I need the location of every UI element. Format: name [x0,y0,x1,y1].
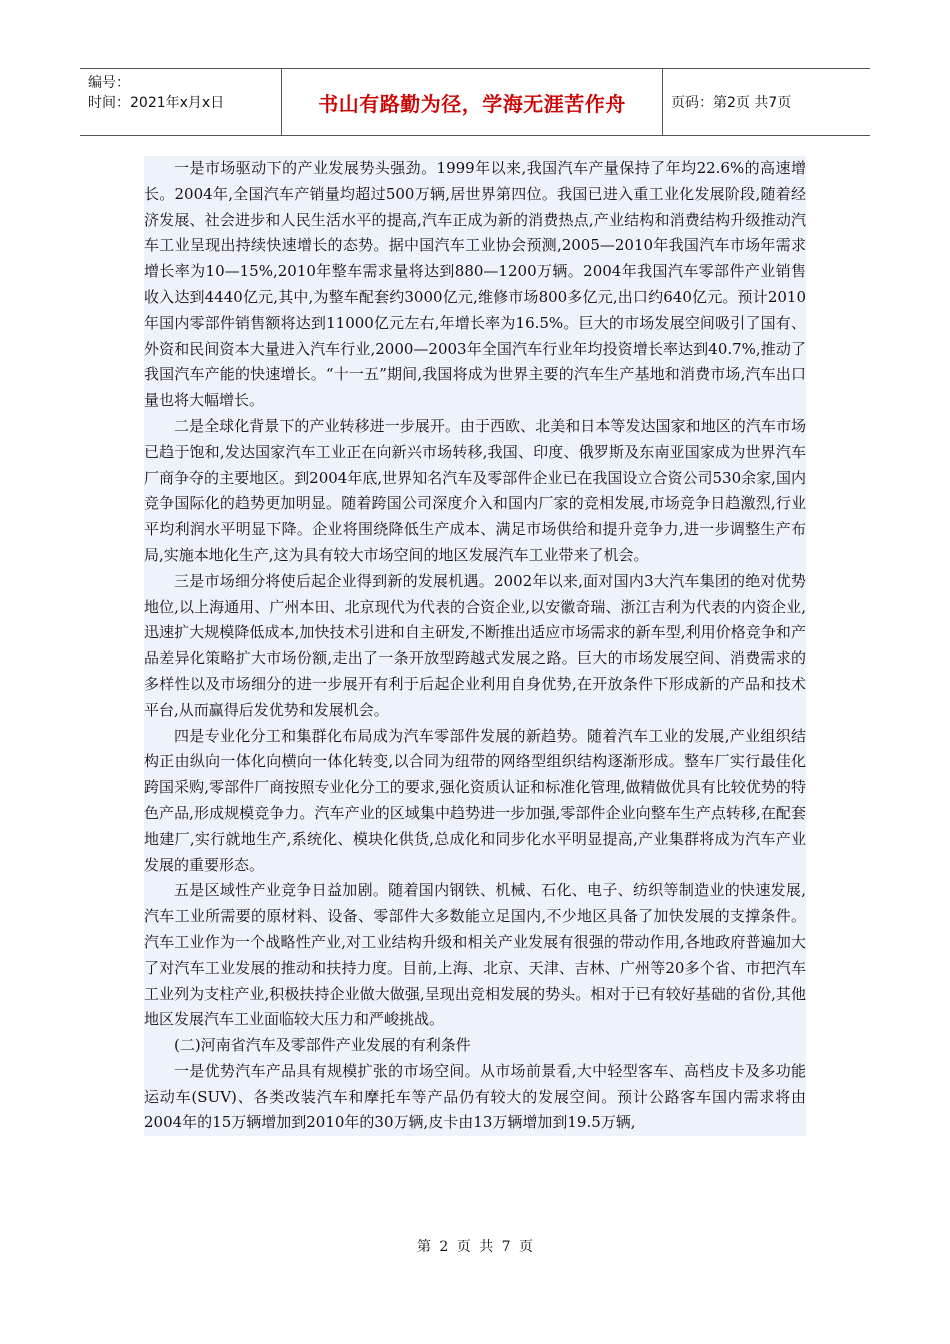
header-meta [80,69,282,135]
header-page-info: 页码：第2页 共7页 [671,95,792,111]
page-footer: 第 2 页 共 7 页 [416,1239,534,1255]
paragraph-4: 四是专业化分工和集群化布局成为汽车零部件发展的新趋势。随着汽车工业的发展,产业组织结构正由纵向一体化向横向一体化转变,以合同为纽带的网络型组织结构逐渐形成。整车厂实行最佳化跨国采购,零部件厂商按照专业化分工的要求,强化资质认证和标准化管理,做精做优具有比较优势的特色产品,形成规模竞争力。汽车产业的区域集中趋势进一步加强,零部件企业向整车生产点转移,在配套地建厂,实行就地生产,系统化、模块化供货,总成化和同步化水平明显提高,产业集群将成为汽车产业发展的重要形态。 [144,726,806,874]
paragraph-3: 三是市场细分将使后起企业得到新的发展机遇。2002年以来,面对国内3大汽车集团的绝对优势地位,以上海通用、广州本田、北京现代为代表的合资企业,以安徽奇瑞、浙江吉利为代表的内资企业,迅速扩大规模降低成本,加快技术引进和自主研发,不断推出适应市场需求的新车型,利用价格竞争和产品差异化策略扩大市场份额,走出了一条开放型跨越式发展之路。巨大的市场发展空间、消费需求的多样性以及市场细分的进一步展开有利于后起企业利用自身优势,在开放条件下形成新的产品和技术平台,从而赢得后发优势和发展机会。 [144,571,806,719]
paragraph-1: 一是市场驱动下的产业发展势头强劲。1999年以来,我国汽车产量保持了年均22.6%的高速增长。2004年,全国汽车产销量均超过500万辆,居世界第四位。我国已进入重工业化发展阶段,随着经济发展、社会进步和人民生活水平的提高,汽车正成为新的消费热点,产业结构和消费结构升级推动汽车工业呈现出持续快速增长的态势。据中国汽车工业协会预测,2005—2010年我国汽车市场年需求增长率为10—15%,2010年整车需求量将达到880—1200万辆。2004年我国汽车零部件产业销售收入达到4440亿元,其中,为整车配套约3000亿元,维修市场800多亿元,出口约640亿元。预计2010年国内零部件销售额将达到11000亿元左右,年增长率为16.5%。巨大的市场发展空间吸引了国有、外资和民间资本大量进入汽车行业,2000—2003年全国汽车行业年均投资增长率达到40.7%,推动了我国汽车产能的快速增长。“十一五”期间,我国将成为世界主要的汽车生产基地和消费市场,汽车出口量也将大幅增长。 [144,159,806,410]
number-label: 编号： [88,75,130,91]
section-heading: (二)河南省汽车及零部件产业发展的有利条件 [174,1036,471,1055]
paragraph-5: 五是区域性产业竞争日益加剧。随着国内钢铁、机械、石化、电子、纺织等制造业的快速发展,汽车工业所需要的原材料、设备、零部件大多数能立足国内,不少地区具备了加快发展的支撑条件。汽车工业作为一个战略性产业,对工业结构升级和相关产业发展有很强的带动作用,各地政府普遍加大了对汽车工业发展的推动和扶持力度。目前,上海、北京、天津、吉林、广州等20多个省、市把汽车工业列为支柱产业,积极扶持企业做大做强,呈现出竞相发展的势头。相对于已有较好基础的省份,其他地区发展汽车工业面临较大压力和严峻挑战。 [144,881,806,1029]
header-motto: 书山有路勤为径，学海无涯苦作舟 [282,69,663,135]
paragraph-6: 一是优势汽车产品具有规模扩张的市场空间。从市场前景看,大中轻型客车、高档皮卡及多功能运动车(SUV)、各类改装汽车和摩托车等产品仍有较大的发展空间。预计公路客车国内需求将由2004年的15万辆增加到2010年的30万辆,皮卡由13万辆增加到19.5万辆, [144,1061,806,1132]
paragraph-2: 二是全球化背景下的产业转移进一步展开。由于西欧、北美和日本等发达国家和地区的汽车市场已趋于饱和,发达国家汽车工业正在向新兴市场转移,我国、印度、俄罗斯及东南亚国家成为世界汽车厂商争夺的主要地区。到2004年底,世界知名汽车及零部件企业已在我国设立合资公司530余家,国内竞争国际化的趋势更加明显。随着跨国公司深度介入和国内厂家的竞相发展,市场竞争日趋激烈,行业平均利润水平明显下降。企业将围绕降低生产成本、满足市场供给和提升竞争力,进一步调整生产布局,实施本地化生产,这为具有较大市场空间的地区发展汽车工业带来了机会。 [144,416,806,564]
page-header [80,68,870,136]
time-label: 时间：2021年x月x日 [88,95,225,111]
document-body [144,156,806,1136]
